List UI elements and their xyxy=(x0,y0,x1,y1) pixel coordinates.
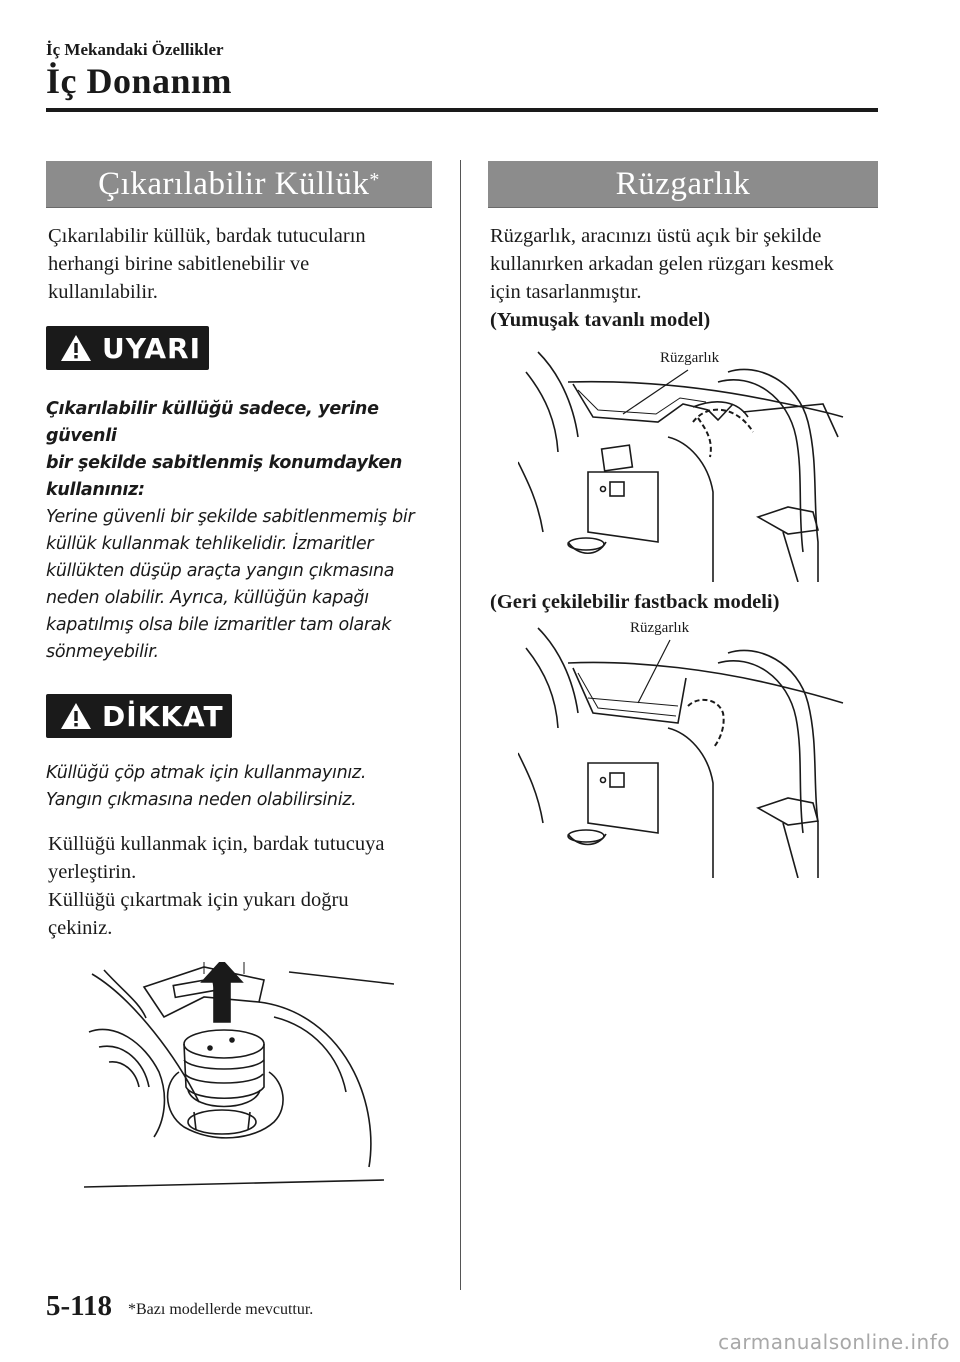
ashtray-heading xyxy=(46,161,432,208)
fastback-illustration xyxy=(518,618,848,878)
windblocker-callout-2: Rüzgarlık xyxy=(630,620,690,636)
text-line: Yangın çıkmasına neden olabilirsiniz. xyxy=(46,790,357,810)
warning-text xyxy=(46,396,432,666)
model-heading-fastback xyxy=(490,588,878,616)
text-line: küllükten düşüp araçta yangın çıkmasına xyxy=(46,561,395,581)
text-line: için tasarlanmıştır. xyxy=(490,281,642,303)
warning-label: UYARI xyxy=(102,331,201,365)
text-line: çekiniz. xyxy=(48,917,113,939)
text-line: kullanırken arkadan gelen rüzgarı kesmek xyxy=(490,253,834,275)
header-rule xyxy=(46,108,878,112)
text-line: sönmeyebilir. xyxy=(46,642,159,662)
warning-triangle-icon xyxy=(60,702,92,730)
text-line: Küllüğü çıkartmak için yukarı doğru xyxy=(48,889,349,911)
text-line: küllük kullanmak tehlikelidir. İzmaritler xyxy=(46,534,374,554)
column-divider xyxy=(460,160,461,1290)
windblocker-intro xyxy=(490,222,878,334)
ashtray-illustration xyxy=(84,962,432,1207)
ashtray-intro xyxy=(48,222,432,306)
ashtray-heading-mark: * xyxy=(369,168,380,191)
page-title: İç Donanım xyxy=(46,61,233,101)
callout-line xyxy=(518,618,848,878)
warning-triangle-icon xyxy=(60,334,92,362)
text-line: kullanınız: xyxy=(46,480,145,500)
model-label-soft-top: (Yumuşak tavanlı model) xyxy=(490,309,711,331)
footnote: *Bazı modellerde mevcuttur. xyxy=(128,1301,314,1318)
text-line: Rüzgarlık, aracınızı üstü açık bir şekilde xyxy=(490,225,822,247)
section-header: İç Mekandaki Özellikler xyxy=(46,40,224,59)
text-line: kapatılmış olsa bile izmaritler tam olarak xyxy=(46,615,392,635)
ashtray-usage xyxy=(48,830,432,942)
right-column xyxy=(488,161,878,878)
warning-badge xyxy=(46,326,209,370)
text-line: Çıkarılabilir küllüğü sadece, yerine güvenli xyxy=(46,399,379,446)
text-line: kullanılabilir. xyxy=(48,281,158,303)
caution-label: DİKKAT xyxy=(102,699,224,733)
windblocker-heading: Rüzgarlık xyxy=(488,161,878,208)
caution-text xyxy=(46,760,432,814)
text-line: herhangi birine sabitlenebilir ve xyxy=(48,253,310,275)
text-line: Küllüğü çöp atmak için kullanmayınız. xyxy=(46,763,367,783)
windblocker-callout-1: Rüzgarlık xyxy=(660,350,720,366)
caution-badge xyxy=(46,694,232,738)
left-column xyxy=(46,161,432,1207)
text-line: Küllüğü kullanmak için, bardak tutucuya xyxy=(48,833,385,855)
soft-top-illustration xyxy=(518,342,848,582)
text-line: Yerine güvenli bir şekilde sabitlenmemiş bir xyxy=(46,507,415,527)
text-line: Çıkarılabilir küllük, bardak tutucuların xyxy=(48,225,366,247)
watermark: carmanualsonline.info xyxy=(718,1330,950,1354)
model-label-fastback: (Geri çekilebilir fastback modeli) xyxy=(490,591,780,613)
callout-line xyxy=(518,342,848,582)
ashtray-heading-text: Çıkarılabilir Küllük xyxy=(98,165,370,202)
text-line: yerleştirin. xyxy=(48,861,137,883)
page-number: 5-118 xyxy=(46,1290,113,1322)
text-line: neden olabilir. Ayrıca, küllüğün kapağı xyxy=(46,588,369,608)
text-line: bir şekilde sabitlenmiş konumdayken xyxy=(46,453,403,473)
ashtray-drawing xyxy=(84,962,394,1202)
